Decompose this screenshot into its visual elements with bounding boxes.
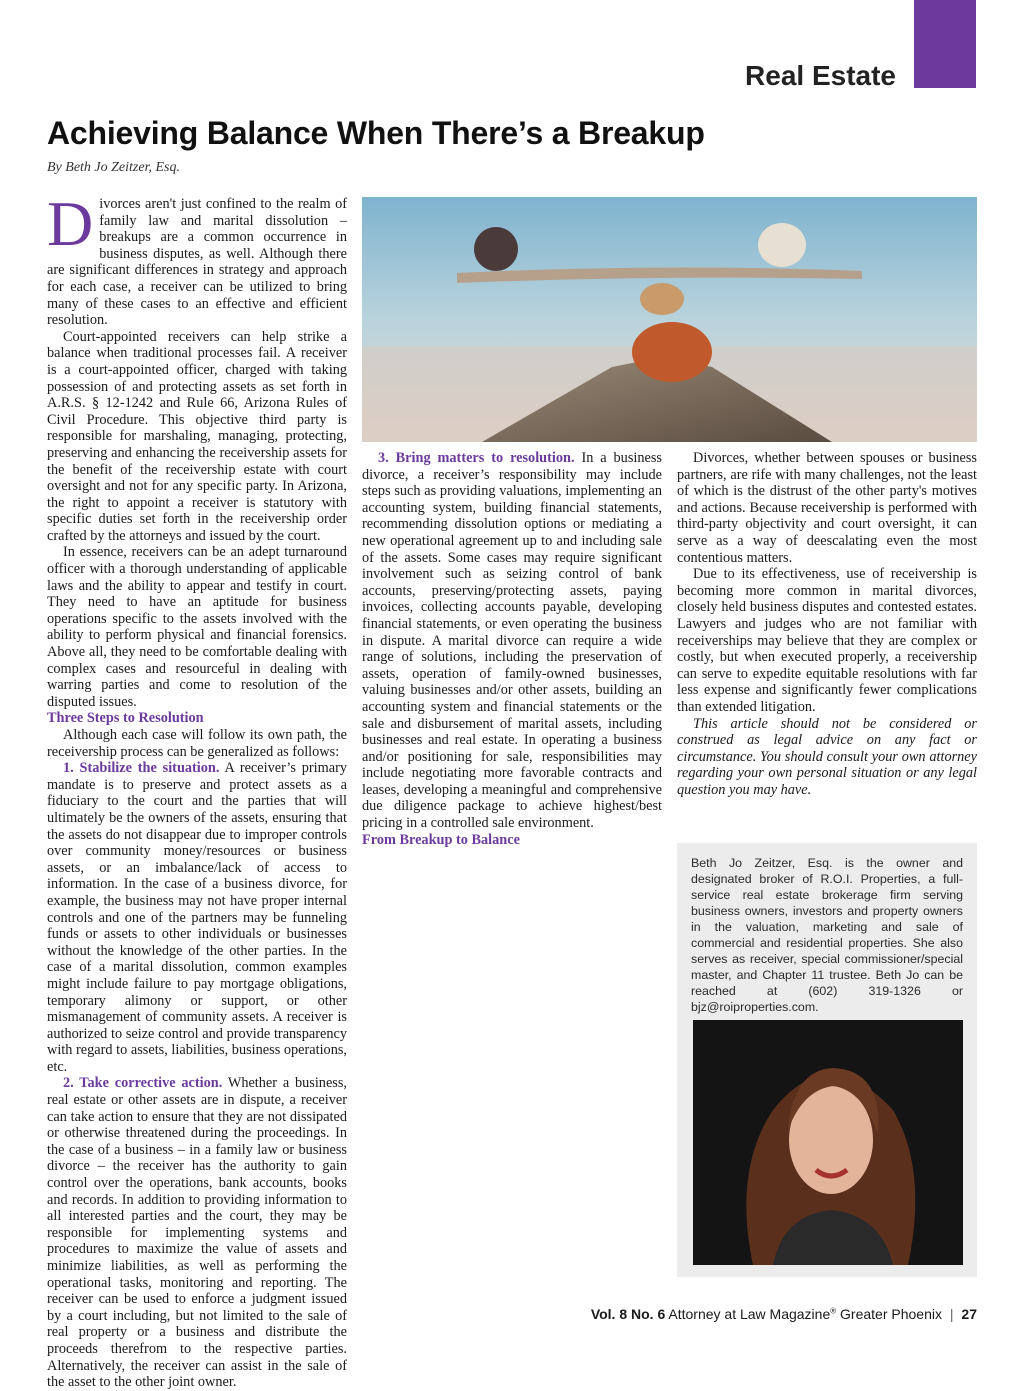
paragraph-steps-intro: Although each case will follow its own path, the receivership process can be generalized as follows: (47, 727, 347, 760)
article-title: Achieving Balance When There’s a Breakup (47, 115, 705, 151)
paragraph-step-2 (47, 1075, 347, 1390)
article-column-3 (677, 450, 977, 798)
paragraph-divorces: Divorces, whether between spouses or business partners, are rife with many challenges, not the least of which is the distrust of the other party's motives and actions. Because receivership is performed with third-party objectivity and court oversight, it can serve as a way of deescalating even the most contentious matters. (677, 450, 977, 566)
article-column-1 (47, 188, 347, 1391)
section-label: Real Estate (745, 60, 896, 91)
step-2-lead: 2. Take corrective action. (63, 1075, 223, 1092)
footer-magazine: Attorney at Law Magazine (668, 1306, 831, 1322)
step-3-lead: 3. Bring matters to resolution. (378, 450, 575, 466)
step-1-lead: 1. Stabilize the situation. (63, 760, 220, 777)
author-bio-box (677, 843, 977, 1277)
paragraph-step-3 (362, 450, 662, 832)
paragraph-intro: ivorces aren't just confined to the realm of family law and marital dissolution – breakups are a common occurrence in business disputes, as well. Although there are significant differences in strategy and approach for each case, a receiver can be utilized to bring many of these cases to an effective and efficient resolution. (47, 196, 347, 329)
step-1-text: A receiver’s primary mandate is to preserve and protect assets as a fiduciary to the court and the parties that will ultimately be the owners of the assets, ensuring that the assets do not disappear due to improper controls over community money/resources or business assets, or an imbalance/lack of access to information. In the case of a business divorce, for example, the business may not have proper internal controls and one of the partners may be funneling funds or assets to other individuals or businesses without the knowledge of the other parties. In the case of a marital dissolution, common examples might include failure to pay mortgage obligations, temporary alimony or support, or other mismanagement of community assets. A receiver is authorized to seize control and provide transparency with regard to assets, liabilities, business operations, etc. (47, 760, 347, 1075)
article-byline: By Beth Jo Zeitzer, Esq. (47, 160, 180, 175)
paragraph-step-1 (47, 760, 347, 1075)
footer-registered-mark: ® (830, 1306, 837, 1316)
footer-edition: Greater Phoenix (840, 1306, 942, 1322)
balancing-stones-photo (362, 197, 977, 442)
step-3-text: In a business divorce, a receiver’s responsibility may include steps such as providing valuations, implementing an accounting system, building financial statements, recommending dissolution options or mediating a new operational agreement up to and including sale of the assets. Some cases may require significant involvement such as seizing control of bank accounts, preserving/protecting assets, paying invoices, collecting accounts payable, developing financial statements, or even operating the business in dispute. A marital divorce can require a wide range of solutions, including the preservation of assets, operation of family-owned businesses, valuing businesses and/or other assets, building an accounting system and financial statements or the sale and disbursement of marital assets, including businesses and real estate. In operating a business and/or positioning for sale, responsibilities may include negotiating more favorable contracts and leases, developing a meaningful and comprehensive due diligence package to achieve highest/best pricing in a controlled sale environment. (362, 450, 662, 832)
paragraph-receivers: Court-appointed receivers can help strike a balance when traditional processes fail. A receiver is a court-appointed officer, charged with taking possession of and protecting assets as set forth in A.R.S. § 12-1242 and Rule 66, Arizona Rules of Civil Procedure. This objective third party is responsible for marshaling, managing, protecting, preserving and enhancing the receivership assets for the benefit of the receivership estate with court oversight and not for any specific party. In Arizona, the right to appoint a receiver is statutory with specific duties set forth in the receivership order crafted by the attorneys and issued by the court. (47, 328, 347, 544)
subhead-three-steps: Three Steps to Resolution (47, 710, 204, 727)
page-footer (591, 1306, 977, 1322)
footer-separator: | (949, 1306, 954, 1322)
article-column-2 (362, 450, 662, 848)
step-2-text: Whether a business, real estate or other assets are in dispute, a receiver can take action to ensure that they are not dissipated or otherwise threatened during the proceedings. In the case of a business – in a family law or business divorce – the receiver has the authority to gain control over the operations, bank accounts, books and records. In addition to providing information to all interested parties and the court, they may be responsible for implementing systems and procedures to maximize the value of assets and minimize liabilities, as well as performing the operational tasks, monitoring and reporting. The receiver can be used to enforce a judgment issued by a court including, but not limited to the sale of real property or a business and distribute the proceeds therefrom to the respective parties. Alternatively, the receiver can assist in the sale of the asset to the other joint owner. (47, 1075, 347, 1391)
footer-volume: Vol. 8 No. 6 (590, 1306, 666, 1322)
page-number: 27 (961, 1306, 977, 1322)
section-color-tab (914, 0, 976, 88)
disclaimer: This article should not be considered or construed as legal advice on any fact or circumstance. You should consult your own attorney regarding your own personal situation or any legal question you may have. (677, 715, 977, 798)
author-bio-text: Beth Jo Zeitzer, Esq. is the owner and designated broker of R.O.I. Properties, a full-service real estate brokerage firm serving business owners, investors and property owners in the valuation, marketing and sale of commercial and residential properties. She also serves as receiver, special commissioner/special master, and Chapter 11 trustee. Beth Jo can be reached at (602) 319-1326 or bjz@roiproperties.com. (691, 856, 963, 1014)
paragraph-effectiveness: Due to its effectiveness, use of receivership is becoming more common in marital divorces, closely held business disputes and contested estates. Lawyers and judges who are not familiar with receiverships may believe that they are complex or costly, but when executed properly, a receivership can serve to expedite equitable resolutions with far less expense and significantly fewer complications than extended litigation. (677, 566, 977, 715)
subhead-breakup-to-balance: From Breakup to Balance (362, 831, 520, 848)
drop-cap: D (47, 188, 94, 259)
author-headshot (693, 1020, 963, 1265)
paragraph-essence: In essence, receivers can be an adept turnaround officer with a thorough understanding of applicable laws and the ability to appear and testify in court. They need to have an aptitude for business operations specific to the assets involved with the ability to perform physical and financial forensics. Above all, they need to be comfortable dealing with complex cases and resourceful in dealing with warring parties and come to resolution of the disputed issues. (47, 544, 347, 710)
